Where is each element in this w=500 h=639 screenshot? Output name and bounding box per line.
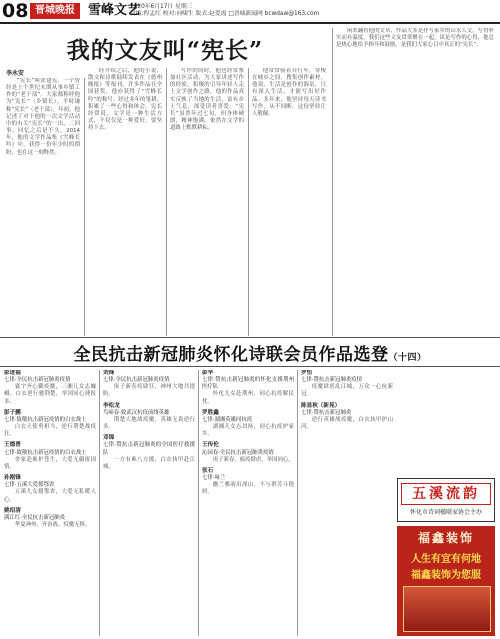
ad-box-fuxin <box>397 526 495 636</box>
section-tag: 晋城晚报 <box>30 3 80 19</box>
column-divider <box>166 68 167 336</box>
poem-item <box>4 508 96 529</box>
poem-item <box>202 410 294 439</box>
poem-item <box>4 410 96 439</box>
column-divider <box>248 68 249 336</box>
poem-text: 华夏神州，齐奋战、疫魔无惧。 <box>14 521 91 528</box>
column-divider <box>297 370 298 636</box>
poem-text: 白衣天使勇担当，逆行荆楚战疫狂。 <box>4 424 96 438</box>
poem-item <box>4 370 96 406</box>
poem-title: 七律·五溪大爱援鄂省 <box>4 482 55 489</box>
poem-author: 姚绍清 <box>4 507 21 514</box>
poem-title: 七律·致敬抗击新冠疫情的白衣战士 <box>4 416 87 423</box>
column-divider <box>99 370 100 636</box>
ad-box-wuxi <box>397 478 495 522</box>
poem-author: 邓锦 <box>103 435 115 442</box>
poem-author: 王德普 <box>4 442 21 449</box>
page-header <box>0 0 500 24</box>
poem-title: 满江红·全民抗击新冠肺炎 <box>4 514 66 521</box>
poem-text: 湖湘儿女志昂扬，同心抗疫护家乡。 <box>202 424 294 438</box>
poem-title: 七律·赞抗击新冠肺炎 <box>301 409 352 416</box>
poem-item <box>103 435 195 471</box>
poem-item <box>103 370 195 399</box>
poem-author: 彭华 <box>202 370 214 376</box>
poem-title: 鸟啼春·致武汉抗疫前线英雄 <box>103 409 170 416</box>
poem-title: 七律·咏兰 <box>202 475 226 482</box>
poem-item <box>202 442 294 463</box>
column-divider <box>198 370 199 636</box>
column-divider <box>332 28 333 336</box>
ad2-image <box>403 586 491 632</box>
column-divider <box>84 78 85 336</box>
issue-date: 2020年6月17日 星期三 <box>130 4 193 10</box>
poem-text: 幽兰雅韵出深山，不与群芳斗艳妍。 <box>202 482 294 496</box>
poem-title: 七律·赞抗击新冠肺炎疫情 <box>301 377 363 384</box>
poem-item <box>202 370 294 406</box>
poem-text: 舍家赴难护苍生，大爱无疆报国情。 <box>4 456 96 470</box>
poem-author: 彭进福 <box>4 370 21 376</box>
poem-title: 七律·致敬抗击新冠疫情的白衣战士 <box>4 449 87 456</box>
poem-title: 沁园春·全民抗击新冠肺炎疫情 <box>202 449 274 456</box>
poem-text: 一方有难八方援，白衣执甲赴江城。 <box>103 456 195 470</box>
ad1-title: 五溪流韵 <box>401 483 491 505</box>
poem-text: 逆行英雄战疫魔，白衣执甲护山河。 <box>301 416 393 431</box>
poem-title: 七律·全民抗击新冠肺炎疫情 <box>4 377 71 384</box>
poem-title: 七律·赞抗击新冠肺炎的怀化支援荆州医疗队 <box>202 377 294 391</box>
poem-column-2 <box>103 370 195 636</box>
issue-meta <box>130 4 330 18</box>
poem-column-1 <box>4 370 96 636</box>
article-text-5: 闲来翻看他的文章，作品大多是抒写家乡的山水人文，写得朴实而有温度。我们这些文友常常聚在一起，谈论写作的心得，他总是热心地给予指导和鼓励，是我们大家心目中真正的“宪长”。 <box>336 28 494 49</box>
poem-text: 寰宇齐心御疫魔，三湘儿女志巍峨。白衣逆行驰荆楚，举国同心捷报多。 <box>4 384 96 405</box>
poem-item <box>4 442 96 471</box>
poem-text: 五溪儿女援鄂省，大爱无私暖人心。 <box>4 489 96 503</box>
poem-text: 庚子新春疫肆狂，神州大地共提防。 <box>103 384 195 398</box>
article-text-4: 他常常骑着自行车，穿梭在城乡之间，搜集创作素材。他说，生活是创作的源泉，只有深入生活，才能写出好作品。多年来，他坚持每天读书写作，从不间断，这份坚持让人敬佩。 <box>252 68 326 117</box>
page-number: 08 <box>2 0 29 22</box>
poem-author: 彭子鹏 <box>4 409 21 416</box>
article-author: 李永安 <box>6 70 25 77</box>
poem-item <box>301 370 393 399</box>
section-divider <box>0 366 500 367</box>
banner-number: （十四） <box>388 353 427 363</box>
article-column-4 <box>252 68 326 336</box>
article-text-2: 经介绍之后，他的小说，散文和诗歌陆续发表在《德州晚报》等报刊，许多作品在全国获奖，他亦获得了“雪峰长吟”的称号。经过多年的笔耕，积累了一些心得和体会。宪长经常说，文学是一种生活方式，不仅仅是一种爱好，要坚持下去。 <box>88 68 162 132</box>
ad1-subtitle: 怀化市诗词楹联家协会主办 <box>409 509 482 516</box>
article-column-2 <box>88 68 162 336</box>
poem-column-4 <box>301 370 393 636</box>
column-name: 雪峰文艺 <box>88 3 141 18</box>
poem-column-3 <box>202 370 294 636</box>
poem-author: 李松龙 <box>103 402 120 409</box>
poem-author: 罗恒 <box>301 370 313 376</box>
poem-author: 陈显秋（新晃） <box>301 402 341 409</box>
article-title: 我的文友叫“宪长” <box>66 37 264 64</box>
poem-text: 怀化儿女赴荆州，同心抗疫解民忧。 <box>202 391 294 405</box>
article-text-3: 写作的同时，他也经常参加社区活动，为大家讲述写作的经验，积极的引导年轻人走上文学创作之路。他的作品真实反映了当地的生活，富有乡土气息，深受读者喜爱。“宪长”虽然年过七旬，但身体硬朗，精神饱满，依然在文学的道路上默默耕耘。 <box>170 68 244 132</box>
section-divider <box>0 337 500 338</box>
article-text-1: “宪长”叫张建宪，一个曾经是上个世纪末期从事乡镇工作的“老干部”。大家都称呼他为“宪长”（乡镇长），平时谦称“宪长”（老干部）。年初，他记述了对于他的一次文学活动中的有关“宪长”的一出、二回事。回忆之后是不久，2014年，他的文学作品集《雪峰长吟》中，获得一份年少时的期盼，也在这一刻释然。 <box>6 78 80 156</box>
editor-line: 责编:程孟红 校对:向啸生 版式:赵爱霞 □晋城新闻网 bcwdaw@163.com <box>130 11 320 17</box>
ad2-slogan-1: 人生有宜有何地 <box>411 554 481 565</box>
poem-text: 荆楚大地战疫魔，英雄无畏逆行多。 <box>103 416 195 431</box>
ad2-title: 福鑫装饰 <box>417 531 474 545</box>
poem-item <box>103 403 195 432</box>
poem-text: 疫魔肆虐乱江城，万众一心抗新冠。 <box>301 384 393 398</box>
poem-item <box>301 403 393 432</box>
poem-author: 孙刚锋 <box>4 475 21 482</box>
banner-title: 全民抗击新冠肺炎怀化诗联会员作品选登 <box>73 345 389 365</box>
poem-title: 七律·湖湘英雄同抗疫 <box>202 416 253 423</box>
ad2-slogan-2: 福鑫装饰为您服 <box>411 570 481 581</box>
poem-author: 刘锋 <box>103 370 115 376</box>
poem-item <box>202 468 294 497</box>
poem-title: 七律·全民抗击新冠肺炎疫情 <box>103 377 170 384</box>
poem-author: 王传伦 <box>202 442 219 449</box>
poem-author: 罗胜鑫 <box>202 409 219 416</box>
article-column-5 <box>336 28 494 336</box>
poem-title: 七律·赞抗击新冠肺炎的全国医疗救援队 <box>103 442 195 456</box>
poem-item <box>4 475 96 504</box>
article-column-3 <box>170 68 244 336</box>
poem-text: 庚子新春，瘟疫肆虐，举国同心。 <box>212 456 294 463</box>
poetry-banner <box>0 340 500 365</box>
article-column-1 <box>6 78 80 336</box>
poem-author: 张石 <box>202 467 214 474</box>
